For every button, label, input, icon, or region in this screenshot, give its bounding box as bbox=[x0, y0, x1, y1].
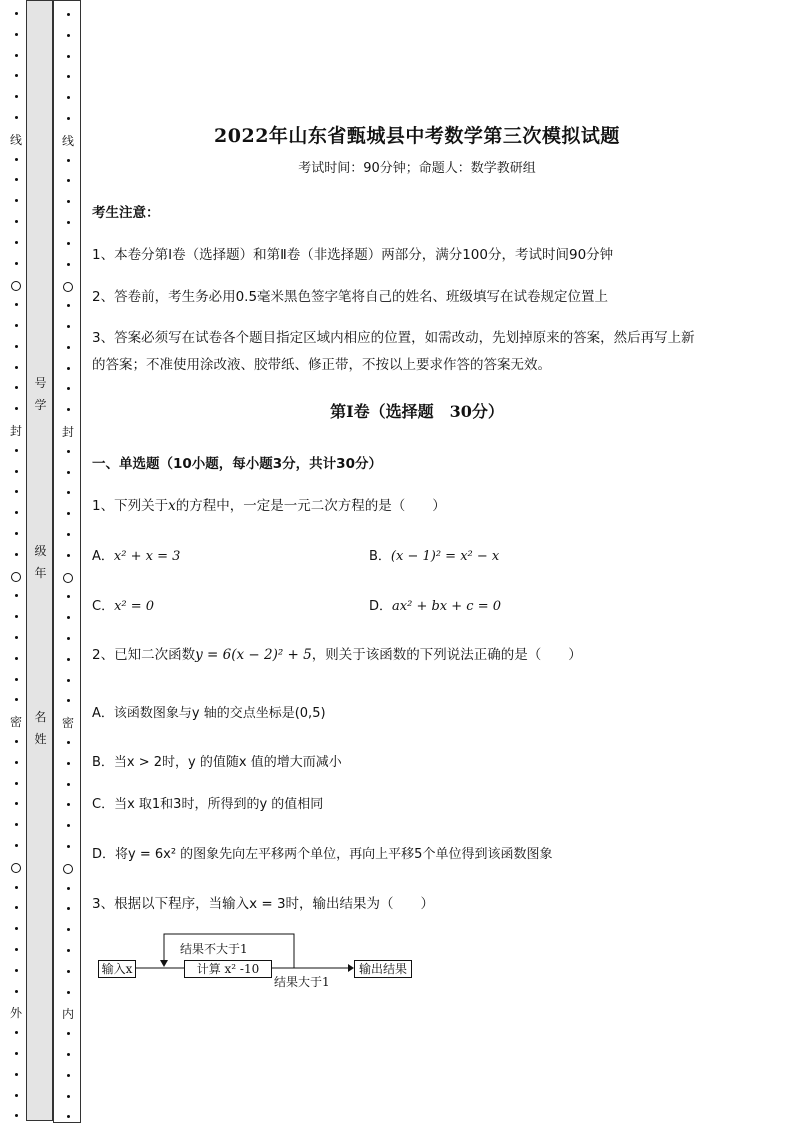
inner-dot bbox=[67, 263, 70, 266]
inner-dot bbox=[67, 325, 70, 328]
inner-dot bbox=[67, 512, 70, 515]
inner-dot bbox=[67, 595, 70, 598]
exam-title: 2022年山东省甄城县中考数学第三次模拟试题 bbox=[214, 125, 620, 147]
q1-option-d[interactable] bbox=[369, 595, 501, 614]
outer-dot bbox=[15, 823, 18, 826]
inner-dot bbox=[67, 221, 70, 224]
flow-input-box bbox=[98, 960, 136, 978]
inner-dot bbox=[67, 741, 70, 744]
outer-dot bbox=[15, 490, 18, 493]
inner-dot bbox=[67, 949, 70, 952]
part-one-title: 第Ⅰ卷（选择题 30分） bbox=[330, 402, 504, 421]
student-info-strip bbox=[26, 0, 53, 1121]
outer-dot bbox=[15, 12, 18, 15]
inner-dot bbox=[67, 970, 70, 973]
q2-stem-b: ，则关于该函数的下列说法正确的是（ ） bbox=[311, 647, 582, 663]
outer-dot bbox=[15, 1052, 18, 1055]
inner-dot bbox=[67, 159, 70, 162]
strip-label-nian: 年 bbox=[34, 566, 47, 580]
inner-dot bbox=[67, 117, 70, 120]
outer-dot bbox=[15, 761, 18, 764]
outer-dot bbox=[15, 948, 18, 951]
outer-dot bbox=[15, 906, 18, 909]
notice-item-3: 3、答案必须写在试卷各个题目指定区域内相应的位置，如需改动，先划掉原来的答案，然后再写上新 bbox=[92, 330, 695, 346]
question-2-stem bbox=[92, 643, 582, 663]
inner-dot bbox=[67, 200, 70, 203]
flow-greater-label: 结果大于1 bbox=[274, 975, 330, 989]
outer-dot bbox=[15, 1073, 18, 1076]
q2-option-c[interactable]: C．当x 取1和3时，所得到的y 的值相同 bbox=[92, 797, 324, 812]
outer-dot bbox=[15, 199, 18, 202]
outer-dot bbox=[15, 1031, 18, 1034]
inner-dot bbox=[67, 887, 70, 890]
q2-option-d[interactable]: D．将y = 6x² 的图象先向左平移两个单位，再向上平移5个单位得到该函数图象 bbox=[92, 847, 553, 862]
outer-dot bbox=[15, 95, 18, 98]
outer-mark: 封 bbox=[9, 424, 22, 438]
q1-stem-a: 1、下列关于 bbox=[92, 498, 169, 514]
exam-subtitle: 考试时间：90分钟；命题人：数学教研组 bbox=[298, 161, 536, 176]
inner-dot bbox=[67, 658, 70, 661]
arrow-loop-back bbox=[160, 960, 168, 967]
outer-dot bbox=[15, 74, 18, 77]
inner-circle bbox=[63, 864, 73, 874]
outer-dot bbox=[15, 178, 18, 181]
outer-dot bbox=[15, 969, 18, 972]
strip-label-ming: 名 bbox=[34, 710, 47, 724]
outer-dotted-column bbox=[6, 0, 26, 1123]
section-single-choice: 一、单选题（10小题，每小题3分，共计30分） bbox=[92, 456, 382, 472]
outer-circle bbox=[11, 281, 21, 291]
outer-dot bbox=[15, 1114, 18, 1117]
inner-dot bbox=[67, 824, 70, 827]
inner-circle bbox=[63, 573, 73, 583]
program-flowchart bbox=[96, 930, 426, 990]
outer-dot bbox=[15, 407, 18, 410]
outer-dot bbox=[15, 470, 18, 473]
inner-dot bbox=[67, 1095, 70, 1098]
inner-dot bbox=[67, 367, 70, 370]
q1-d-math: ax² + bx + c = 0 bbox=[392, 599, 501, 614]
outer-dot bbox=[15, 678, 18, 681]
inner-dot bbox=[67, 699, 70, 702]
outer-dot bbox=[15, 740, 18, 743]
q1-option-c[interactable] bbox=[92, 595, 154, 614]
outer-dot bbox=[15, 303, 18, 306]
notice-item-1: 1、本卷分第Ⅰ卷（选择题）和第Ⅱ卷（非选择题）两部分，满分100分，考试时间90分钟 bbox=[92, 247, 614, 263]
inner-dot bbox=[67, 637, 70, 640]
inner-mark: 密 bbox=[61, 716, 74, 730]
inner-mark: 内 bbox=[61, 1007, 74, 1021]
outer-dot bbox=[15, 844, 18, 847]
inner-dot bbox=[67, 304, 70, 307]
outer-dot bbox=[15, 782, 18, 785]
q1-c-math: x² = 0 bbox=[114, 599, 155, 614]
q1-option-b[interactable] bbox=[369, 545, 499, 564]
outer-mark: 外 bbox=[9, 1006, 22, 1020]
inner-dot bbox=[67, 554, 70, 557]
outer-dot bbox=[15, 1094, 18, 1097]
question-1-stem bbox=[92, 494, 446, 514]
outer-circle bbox=[11, 863, 21, 873]
inner-dot bbox=[67, 408, 70, 411]
inner-dot bbox=[67, 991, 70, 994]
inner-dot bbox=[67, 533, 70, 536]
flow-input-label: 输入x bbox=[101, 962, 133, 976]
outer-dot bbox=[15, 927, 18, 930]
outer-dot bbox=[15, 532, 18, 535]
q2-stem-math: y = 6(x − 2)² + 5 bbox=[195, 647, 312, 663]
outer-circle bbox=[11, 572, 21, 582]
q2-stem-a: 2、已知二次函数 bbox=[92, 647, 196, 663]
q1-a-math: x² + x = 3 bbox=[113, 549, 181, 564]
outer-dot bbox=[15, 636, 18, 639]
strip-label-hao: 号 bbox=[34, 376, 47, 390]
question-3-stem: 3、根据以下程序，当输入x = 3时，输出结果为（ ） bbox=[92, 896, 435, 912]
inner-dot bbox=[67, 179, 70, 182]
strip-label-xue: 学 bbox=[34, 398, 47, 412]
q1-b-math: (x − 1)² = x² − x bbox=[390, 549, 500, 564]
inner-dot bbox=[67, 387, 70, 390]
inner-dot bbox=[67, 803, 70, 806]
inner-dot bbox=[67, 928, 70, 931]
outer-dot bbox=[15, 33, 18, 36]
q1-stem-b: 的方程中，一定是一元二次方程的是（ ） bbox=[175, 498, 446, 514]
q1-d-label: D． bbox=[369, 599, 393, 614]
inner-dot bbox=[67, 55, 70, 58]
inner-dot bbox=[67, 845, 70, 848]
outer-dot bbox=[15, 449, 18, 452]
flow-output-label: 输出结果 bbox=[358, 962, 407, 976]
notice-item-2: 2、答卷前，考生务必用0.5毫米黑色签字笔将自己的姓名、班级填写在试卷规定位置上 bbox=[92, 289, 609, 305]
notice-heading: 考生注意： bbox=[92, 205, 160, 221]
flow-output-box bbox=[354, 960, 412, 978]
q2-option-a[interactable]: A．该函数图象与y 轴的交点坐标是(0,5) bbox=[92, 706, 326, 721]
inner-dot bbox=[67, 762, 70, 765]
outer-dot bbox=[15, 158, 18, 161]
outer-dot bbox=[15, 553, 18, 556]
outer-dot bbox=[15, 594, 18, 597]
inner-dot bbox=[67, 1074, 70, 1077]
outer-dot bbox=[15, 990, 18, 993]
q1-option-a[interactable] bbox=[92, 545, 180, 564]
outer-dot bbox=[15, 366, 18, 369]
inner-dot bbox=[67, 783, 70, 786]
q1-a-label: A． bbox=[92, 549, 114, 564]
inner-circle bbox=[63, 282, 73, 292]
inner-dot bbox=[67, 34, 70, 37]
inner-dot bbox=[67, 13, 70, 16]
outer-dot bbox=[15, 54, 18, 57]
outer-mark: 线 bbox=[9, 133, 22, 147]
inner-mark: 线 bbox=[61, 134, 74, 148]
q2-option-b[interactable]: B．当x > 2时，y 的值随x 值的增大而减小 bbox=[92, 755, 342, 770]
outer-dot bbox=[15, 262, 18, 265]
outer-dot bbox=[15, 345, 18, 348]
inner-dot bbox=[67, 96, 70, 99]
outer-dot bbox=[15, 220, 18, 223]
inner-dot bbox=[67, 1115, 70, 1118]
inner-dot bbox=[67, 679, 70, 682]
outer-dot bbox=[15, 511, 18, 514]
outer-dot bbox=[15, 241, 18, 244]
inner-dot bbox=[67, 242, 70, 245]
binding-margin bbox=[0, 0, 84, 1123]
flow-compute-box bbox=[184, 960, 272, 978]
outer-dot bbox=[15, 324, 18, 327]
outer-dot bbox=[15, 657, 18, 660]
inner-dot bbox=[67, 907, 70, 910]
outer-dot bbox=[15, 615, 18, 618]
strip-label-ji: 级 bbox=[34, 544, 47, 558]
q1-b-label: B． bbox=[369, 549, 391, 564]
flow-compute-label: 计算 x² -10 bbox=[196, 962, 260, 976]
outer-dot bbox=[15, 116, 18, 119]
inner-dot bbox=[67, 75, 70, 78]
outer-dot bbox=[15, 886, 18, 889]
q1-c-label: C． bbox=[92, 599, 115, 614]
q1-stem-var: x bbox=[168, 498, 176, 514]
strip-label-xing: 姓 bbox=[34, 732, 47, 746]
inner-dot bbox=[67, 1053, 70, 1056]
inner-dot bbox=[67, 471, 70, 474]
outer-dot bbox=[15, 386, 18, 389]
inner-mark: 封 bbox=[61, 425, 74, 439]
inner-dot bbox=[67, 616, 70, 619]
outer-dot bbox=[15, 698, 18, 701]
outer-mark: 密 bbox=[9, 715, 22, 729]
flow-not-greater-label: 结果不大于1 bbox=[180, 942, 248, 956]
inner-dotted-column bbox=[53, 0, 81, 1123]
inner-dot bbox=[67, 1032, 70, 1035]
outer-dot bbox=[15, 802, 18, 805]
notice-item-3-cont: 的答案；不准使用涂改液、胶带纸、修正带，不按以上要求作答的答案无效。 bbox=[92, 357, 551, 373]
inner-dot bbox=[67, 450, 70, 453]
inner-dot bbox=[67, 346, 70, 349]
inner-dot bbox=[67, 491, 70, 494]
